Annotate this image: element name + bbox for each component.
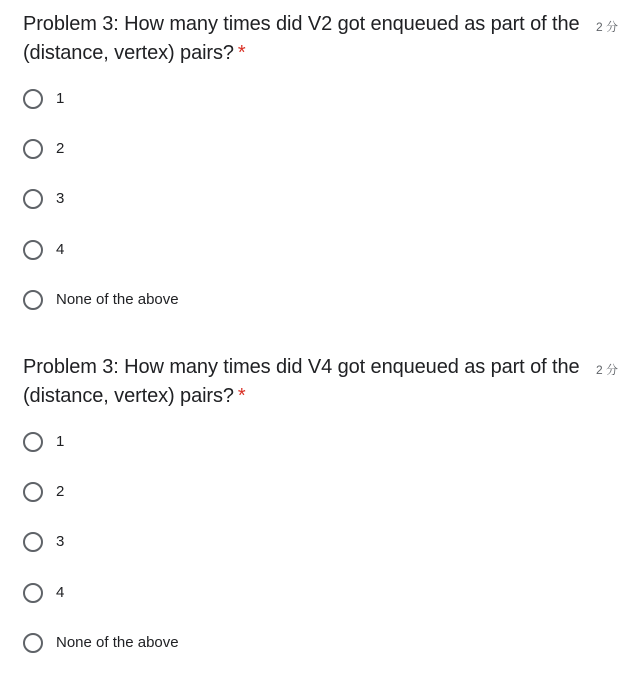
question-title: [23, 353, 583, 411]
question-header: [23, 353, 583, 411]
question-points: 2 分: [596, 20, 619, 34]
question-title-text: Problem 3: How many times did V2 got enqueued as part of the (distance, vertex) pairs?: [23, 13, 580, 64]
radio-option-3[interactable]: [23, 529, 179, 579]
question-points: 2 分: [596, 363, 619, 377]
option-label: 4: [56, 583, 65, 601]
radio-option-4[interactable]: [23, 237, 179, 287]
required-asterisk: *: [237, 42, 246, 64]
option-label: 4: [56, 240, 65, 258]
question-title-text: Problem 3: How many times did V4 got enqueued as part of the (distance, vertex) pairs?: [23, 356, 580, 407]
radio-option-1[interactable]: [23, 86, 179, 136]
radio-option-list: [23, 86, 179, 337]
radio-unchecked-icon[interactable]: [23, 583, 43, 603]
radio-option-list: [23, 429, 179, 680]
radio-unchecked-icon[interactable]: [23, 432, 43, 452]
radio-unchecked-icon[interactable]: [23, 139, 43, 159]
radio-unchecked-icon[interactable]: [23, 89, 43, 109]
option-label: 2: [56, 140, 65, 158]
radio-option-none-of-the-above[interactable]: [23, 287, 179, 337]
radio-option-2[interactable]: [23, 479, 179, 529]
question-header: [23, 10, 583, 68]
option-label: 3: [56, 533, 65, 551]
radio-option-3[interactable]: [23, 186, 179, 236]
option-label: 1: [56, 433, 65, 450]
question-title: [23, 10, 583, 68]
radio-unchecked-icon[interactable]: [23, 240, 43, 260]
radio-unchecked-icon[interactable]: [23, 189, 43, 209]
radio-unchecked-icon[interactable]: [23, 633, 43, 653]
required-asterisk: *: [237, 385, 246, 407]
option-label: None of the above: [56, 633, 179, 651]
radio-unchecked-icon[interactable]: [23, 482, 43, 502]
option-label: 2: [56, 483, 65, 501]
radio-option-none-of-the-above[interactable]: [23, 630, 179, 680]
radio-unchecked-icon[interactable]: [23, 290, 43, 310]
radio-unchecked-icon[interactable]: [23, 532, 43, 552]
radio-option-4[interactable]: [23, 580, 179, 630]
option-label: 3: [56, 190, 65, 208]
option-label: 1: [56, 90, 65, 107]
option-label: None of the above: [56, 290, 179, 308]
radio-option-2[interactable]: [23, 136, 179, 186]
radio-option-1[interactable]: [23, 429, 179, 479]
